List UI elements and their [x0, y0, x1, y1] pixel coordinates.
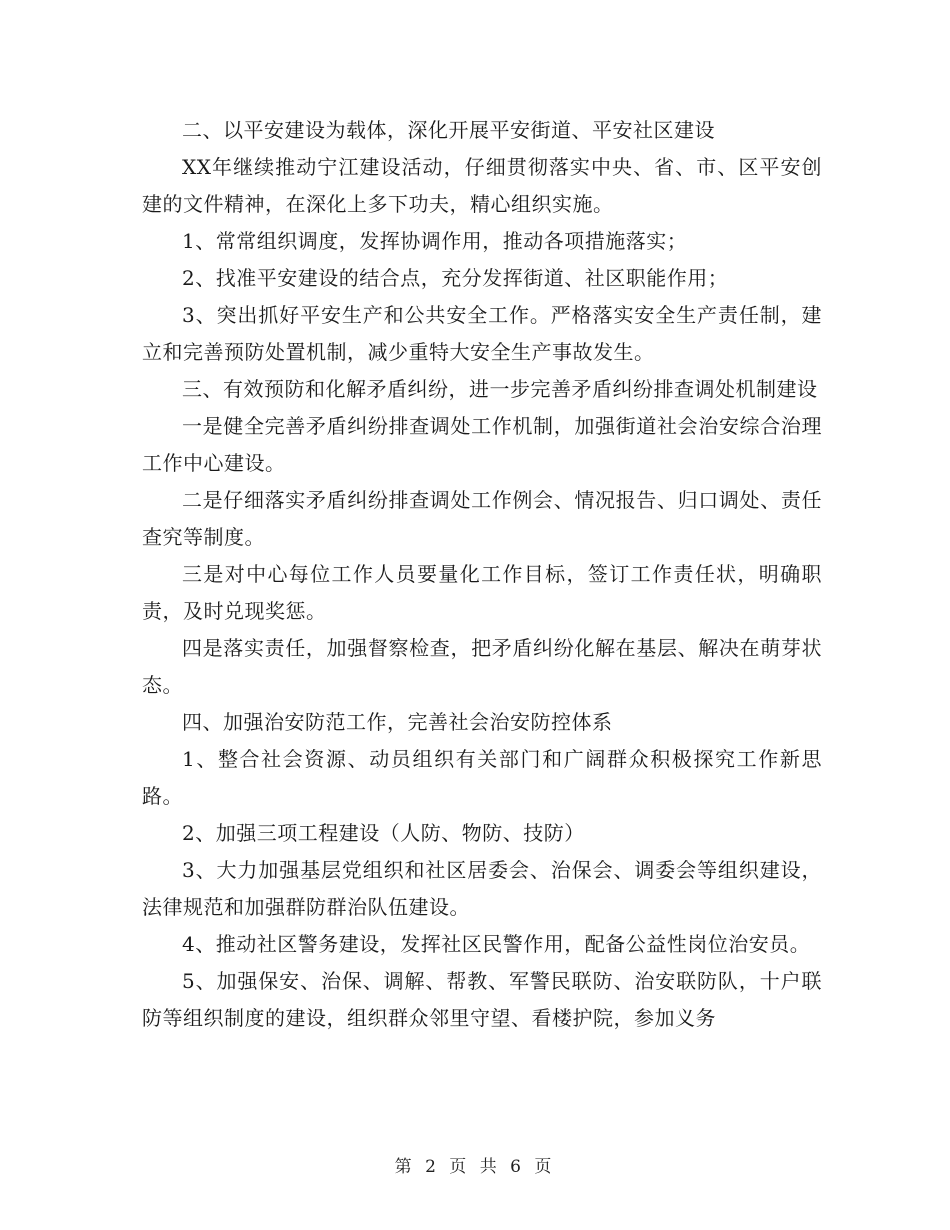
list-item: 3、大力加强基层党组织和社区居委会、治保会、调委会等组织建设，法律规范和加强群防群治队伍建设。: [142, 858, 822, 919]
list-item: 3、突出抓好平安生产和公共安全工作。严格落实安全生产责任制，建立和完善预防处置机制，减少重特大安全生产事故发生。: [142, 303, 822, 364]
list-item: 三是对中心每位工作人员要量化工作目标，签订工作责任状，明确职责，及时兑现奖惩。: [142, 562, 822, 623]
list-item: 一是健全完善矛盾纠纷排查调处工作机制，加强街道社会治安综合治理工作中心建设。: [142, 414, 822, 475]
paragraph-section-2-heading: 二、以平安建设为载体，深化开展平安街道、平安社区建设: [182, 118, 715, 142]
list-item: 1、整合社会资源、动员组织有关部门和广阔群众积极探究工作新思路。: [142, 747, 822, 808]
list-item: 四是落实责任，加强督察检查，把矛盾纠纷化解在基层、解决在萌芽状态。: [142, 636, 822, 697]
list-item: 5、加强保安、治保、调解、帮教、军警民联防、治安联防队，十户联防等组织制度的建设，组织群众邻里守望、看楼护院，参加义务: [142, 969, 822, 1030]
list-item: 二是仔细落实矛盾纠纷排查调处工作例会、情况报告、归口调处、责任查究等制度。: [142, 488, 822, 549]
paragraph-section-4-heading: 四、加强治安防范工作，完善社会治安防控体系: [182, 710, 613, 734]
document-body: [142, 112, 822, 1037]
list-item: 1、常常组织调度，发挥协调作用，推动各项措施落实；: [182, 229, 688, 253]
paragraph-section-3-heading: 三、有效预防和化解矛盾纠纷，进一步完善矛盾纠纷排查调处机制建设: [182, 377, 818, 401]
list-item: 2、加强三项工程建设（人防、物防、技防）: [182, 821, 585, 845]
list-item: 2、找准平安建设的结合点，充分发挥街道、社区职能作用；: [182, 266, 729, 290]
page-number-footer: 第 2 页 共 6 页: [394, 1157, 556, 1177]
list-item: 4、推动社区警务建设，发挥社区民警作用，配备公益性岗位治安员。: [182, 932, 811, 956]
paragraph: XX年继续推动宁江建设活动，仔细贯彻落实中央、省、市、区平安创建的文件精神，在深化上多下功夫，精心组织实施。: [142, 155, 822, 216]
